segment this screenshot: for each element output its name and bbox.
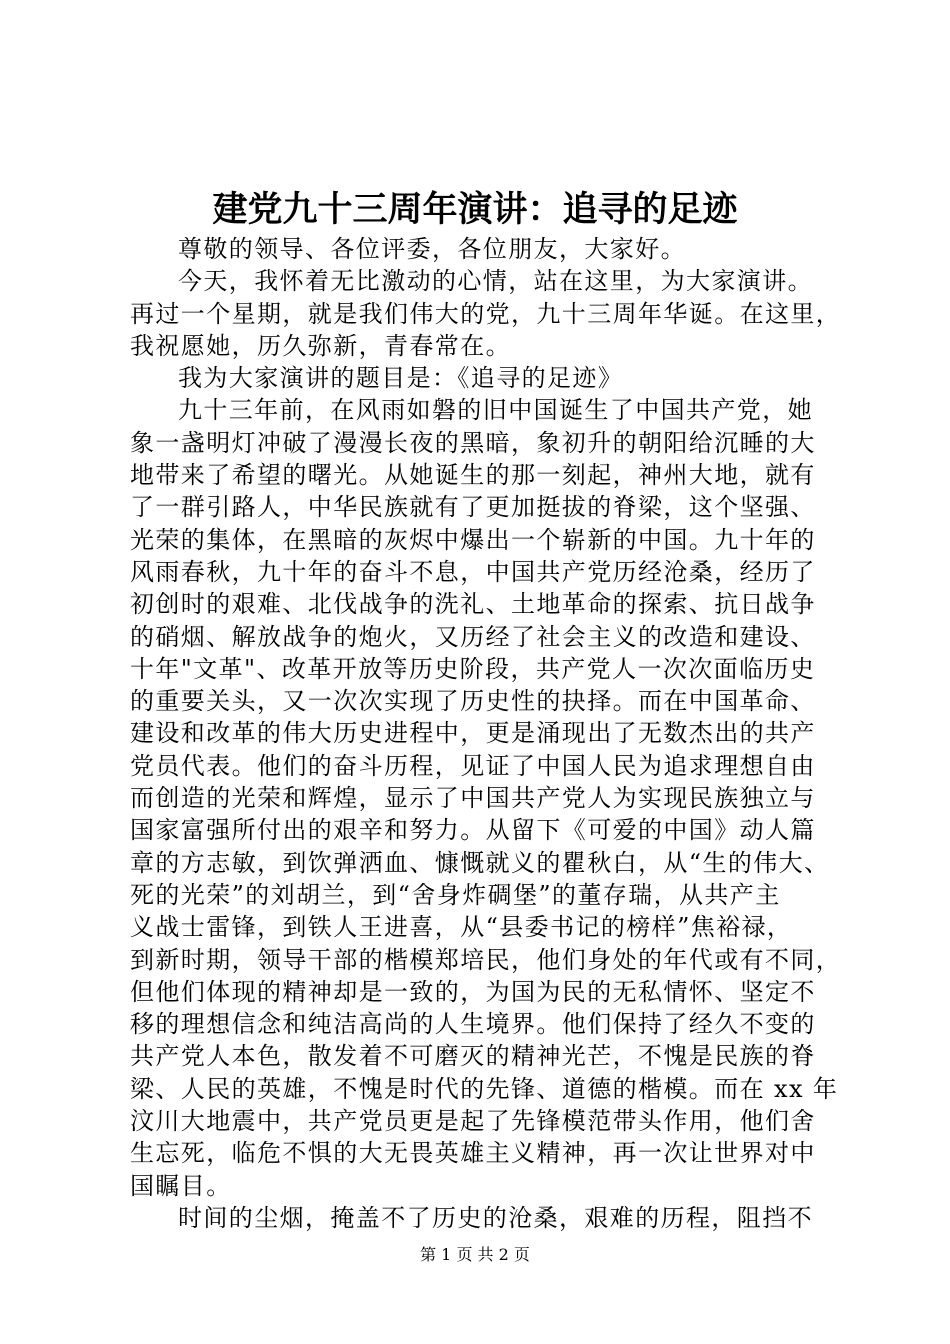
text-line: 建设和改革的伟大历史进程中，更是涌现出了无数杰出的共产 bbox=[130, 719, 816, 748]
text-line: 初创时的艰难、北伐战争的洗礼、土地革命的探索、抗日战争 bbox=[130, 590, 816, 619]
text-line: 再过一个星期，就是我们伟大的党，九十三周年华诞。在这里， bbox=[130, 299, 842, 328]
text-line: 移的理想信念和纯洁高尚的人生境界。他们保持了经久不变的 bbox=[130, 1010, 816, 1039]
text-line: 我祝愿她，历久弥新，青春常在。 bbox=[130, 331, 511, 360]
text-line: 九十三年前，在风雨如磐的旧中国诞生了中国共产党，她 bbox=[178, 396, 813, 425]
text-line: 到新时期，领导干部的楷模郑培民，他们身处的年代或有不同， bbox=[130, 945, 842, 974]
text-line: 共产党人本色，散发着不可磨灭的精神光芒，不愧是民族的脊 bbox=[130, 1042, 816, 1071]
text-line: 光荣的集体，在黑暗的灰烬中爆出一个崭新的中国。九十年的 bbox=[130, 525, 816, 554]
document-title: 建党九十三周年演讲：追寻的足迹 bbox=[212, 189, 738, 230]
text-line: 十年"文革"、改革开放等历史阶段，共产党人一次次面临历史 bbox=[130, 654, 816, 683]
text-line: 了一群引路人，中华民族就有了更加挺拔的脊梁，这个坚强、 bbox=[130, 493, 816, 522]
text-line: 梁、人民的英雄，不愧是时代的先锋、道德的楷模。而在 xx 年 bbox=[130, 1074, 839, 1103]
text-line: 时间的尘烟，掩盖不了历史的沧桑，艰难的历程，阻挡不 bbox=[178, 1203, 813, 1232]
text-line: 义战士雷锋，到铁人王进喜，从“县委书记的榜样”焦裕禄， bbox=[130, 913, 793, 942]
text-line: 汶川大地震中，共产党员更是起了先锋模范带头作用，他们舍 bbox=[130, 1107, 816, 1136]
text-line: 国家富强所付出的艰辛和努力。从留下《可爱的中国》动人篇 bbox=[130, 816, 816, 845]
text-line: 今天，我怀着无比激动的心情，站在这里，为大家演讲。 bbox=[178, 267, 813, 296]
text-line: 的重要关头，又一次次实现了历史性的抉择。而在中国革命、 bbox=[130, 687, 816, 716]
text-line: 地带来了希望的曙光。从她诞生的那一刻起，神州大地，就有 bbox=[130, 461, 816, 490]
text-line: 象一盏明灯冲破了漫漫长夜的黑暗，象初升的朝阳给沉睡的大 bbox=[130, 428, 816, 457]
text-line: 的硝烟、解放战争的炮火，又历经了社会主义的改造和建设、 bbox=[130, 622, 816, 651]
text-line: 尊敬的领导、各位评委，各位朋友，大家好。 bbox=[178, 235, 686, 263]
text-line: 党员代表。他们的奋斗历程，见证了中国人民为追求理想自由 bbox=[130, 751, 816, 780]
text-line: 风雨春秋，九十年的奋斗不息，中国共产党历经沧桑，经历了 bbox=[130, 557, 816, 586]
text-line: 章的方志敏，到饮弹洒血、慷慨就义的瞿秋白，从“生的伟大、 bbox=[130, 848, 830, 877]
page-footer: 第 1 页 共 2 页 bbox=[420, 1245, 530, 1264]
text-line: 生忘死，临危不惧的大无畏英雄主义精神，再一次让世界对中 bbox=[130, 1139, 816, 1168]
text-line: 而创造的光荣和辉煌，显示了中国共产党人为实现民族独立与 bbox=[130, 784, 816, 813]
text-line: 但他们体现的精神却是一致的，为国为民的无私情怀、坚定不 bbox=[130, 977, 816, 1006]
text-line: 我为大家演讲的题目是：《追寻的足迹》 bbox=[178, 364, 624, 393]
text-line: 国瞩目。 bbox=[130, 1171, 232, 1200]
document-body bbox=[130, 233, 842, 1234]
text-line: 死的光荣”的刘胡兰，到“舍身炸碉堡”的董存瑞，从共产主 bbox=[130, 880, 781, 909]
